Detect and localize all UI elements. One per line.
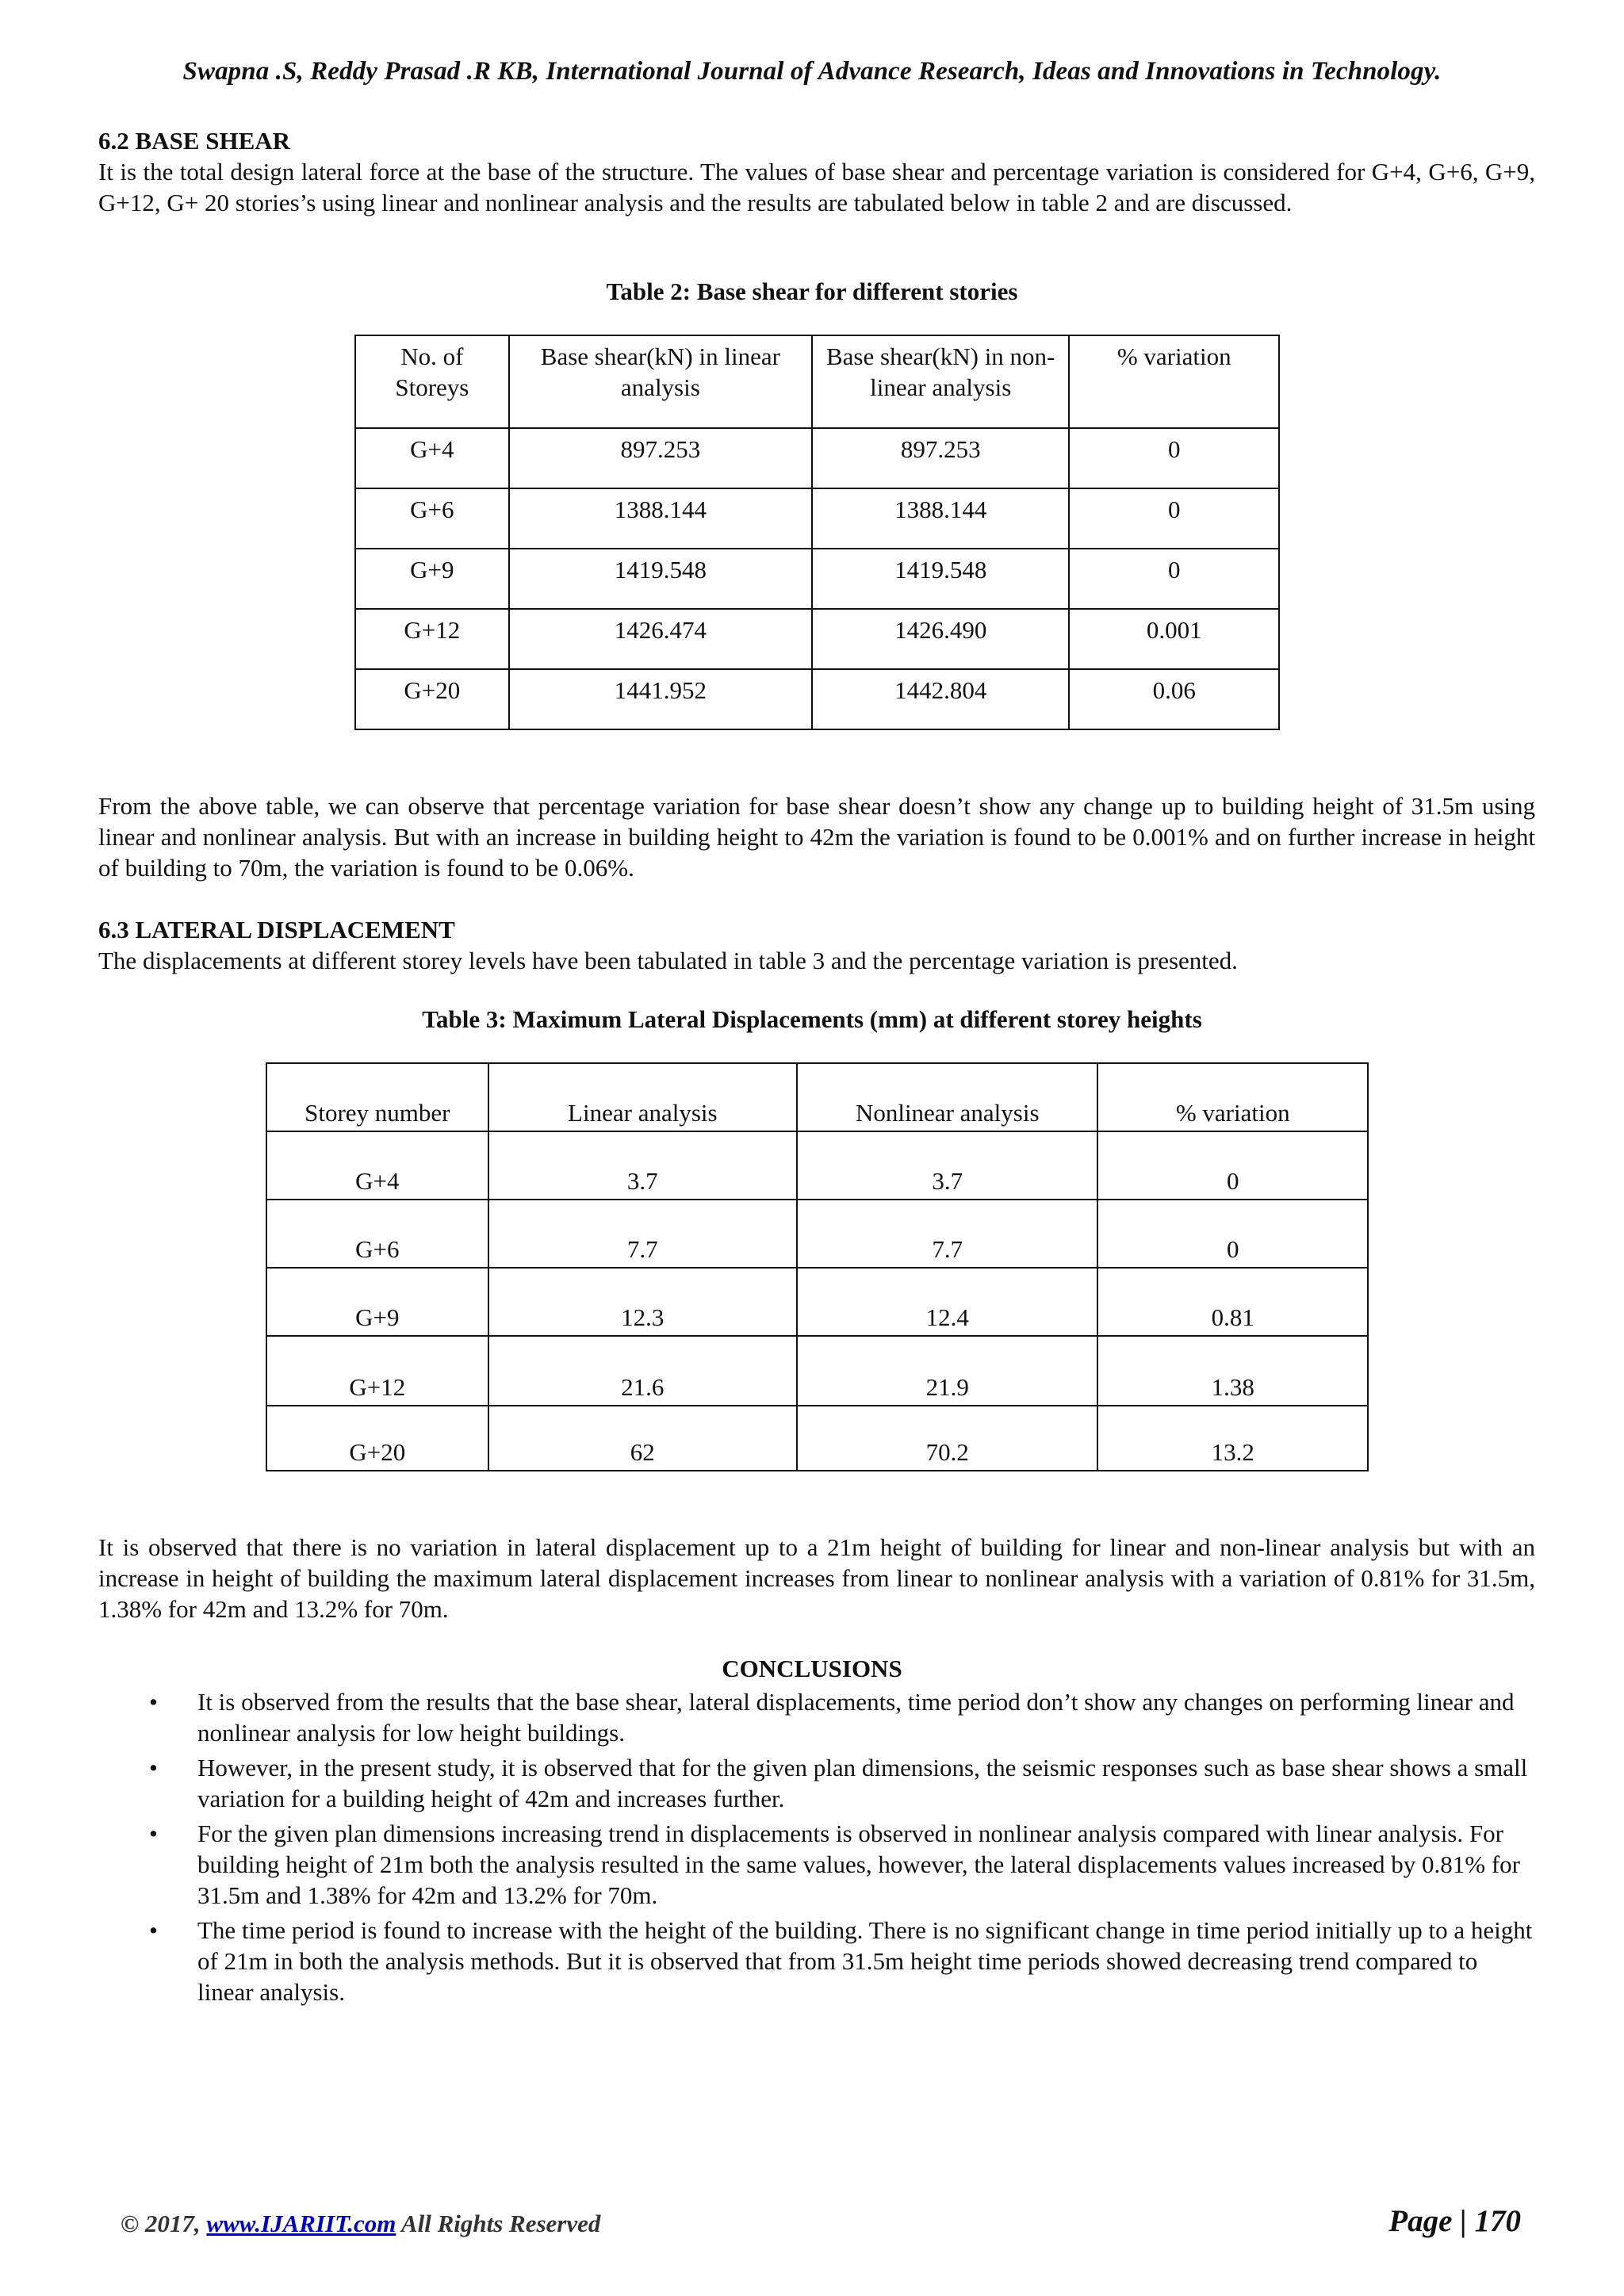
table-header-row xyxy=(266,1063,1368,1131)
conclusions-list xyxy=(98,1686,1535,2011)
running-header: Swapna .S, Reddy Prasad .R KB, International Journal of Advance Research, Ideas and Innovations in Technology. xyxy=(182,57,1442,86)
table-header-cell: Linear analysis xyxy=(488,1063,797,1131)
table-cell: G+20 xyxy=(266,1406,488,1471)
table-cell: 7.7 xyxy=(488,1200,797,1268)
table-row xyxy=(266,1268,1368,1336)
paragraph-lateral-displacement: The displacements at different storey levels have been tabulated in table 3 and the percentage variation is presented. xyxy=(98,947,1238,974)
bullet-icon: • xyxy=(149,1916,158,1944)
table-cell: 0.81 xyxy=(1097,1268,1368,1336)
table-cell: 1426.490 xyxy=(812,609,1069,669)
table-cell: 0 xyxy=(1097,1131,1368,1200)
table-row xyxy=(266,1336,1368,1406)
table-cell: 3.7 xyxy=(488,1131,797,1200)
table-cell: G+12 xyxy=(266,1336,488,1406)
footer-copyright xyxy=(121,2210,600,2238)
list-item xyxy=(98,1686,1535,1748)
journal-website-link[interactable]: www.IJARIIT.com xyxy=(206,2210,396,2237)
list-item-text: For the given plan dimensions increasing trend in displacements is observed in nonlinear analysis compared with linear analysis. For building height of 21m both the analysis resulted in the same values, however, the lateral displacements values increased by 0.81% for 31.5m and 1.38% for 42m and 13.2% for 70m. xyxy=(197,1820,1520,1909)
list-item-text: The time period is found to increase with the height of the building. There is no significant change in time period initially up to a height of 21m in both the analysis methods. But it is observed that from 31.5m height time periods showed decreasing trend compared to linear analysis. xyxy=(197,1916,1533,2006)
copyright-prefix: © 2017, xyxy=(121,2210,201,2237)
table-cell: 13.2 xyxy=(1097,1406,1368,1471)
table-cell: 1442.804 xyxy=(812,669,1069,729)
list-item-text: It is observed from the results that the base shear, lateral displacements, time period don’t show any changes on performing linear and nonlinear analysis for low height buildings. xyxy=(197,1688,1515,1747)
copyright-suffix: All Rights Reserved xyxy=(400,2210,601,2237)
table-cell: 1426.474 xyxy=(509,609,812,669)
table-header-cell: Nonlinear analysis xyxy=(797,1063,1097,1131)
table-cell: 0 xyxy=(1069,488,1279,549)
table-row xyxy=(355,549,1279,609)
list-item xyxy=(98,1818,1535,1911)
table-header-cell: No. of Storeys xyxy=(355,335,509,428)
list-item xyxy=(98,1752,1535,1814)
bullet-icon: • xyxy=(149,1688,158,1716)
table-cell: 1388.144 xyxy=(509,488,812,549)
table-cell: 3.7 xyxy=(797,1131,1097,1200)
paragraph-base-shear-discussion: From the above table, we can observe that percentage variation for base shear doesn’t show any change up to building height of 31.5m using linear and nonlinear analysis. But with an increase in building height to 42m the variation is found to be 0.001% and on further increase in height of building to 70m, the variation is found to be 0.06%. xyxy=(98,792,1535,882)
table-row xyxy=(355,488,1279,549)
table-header-cell: Base shear(kN) in linear analysis xyxy=(509,335,812,428)
table-cell: G+9 xyxy=(266,1268,488,1336)
section-heading-lateral-displacement: 6.3 LATERAL DISPLACEMENT xyxy=(98,916,455,943)
conclusions-title: CONCLUSIONS xyxy=(722,1655,902,1682)
table-cell: 0 xyxy=(1069,428,1279,488)
table-cell: G+6 xyxy=(266,1200,488,1268)
table-cell: G+4 xyxy=(266,1131,488,1200)
paragraph-lateral-discussion: It is observed that there is no variation in lateral displacement up to a 21m height of building for linear and non-linear analysis but with an increase in height of building the maximum lateral displacement increases from linear to nonlinear analysis with a variation of 0.81% for 31.5m, 1.38% for 42m and 13.2% for 70m. xyxy=(98,1533,1535,1623)
table-header-cell: Base shear(kN) in non-linear analysis xyxy=(812,335,1069,428)
table-cell: 12.4 xyxy=(797,1268,1097,1336)
table-row xyxy=(355,609,1279,669)
table-cell: 1.38 xyxy=(1097,1336,1368,1406)
table-cell: 0.001 xyxy=(1069,609,1279,669)
table-cell: 1419.548 xyxy=(812,549,1069,609)
table3-lateral-displacements xyxy=(266,1062,1369,1471)
table-cell: G+6 xyxy=(355,488,509,549)
table-row xyxy=(266,1131,1368,1200)
table-cell: 1441.952 xyxy=(509,669,812,729)
table-cell: 0 xyxy=(1069,549,1279,609)
table-cell: 1419.548 xyxy=(509,549,812,609)
bullet-icon: • xyxy=(149,1820,158,1847)
table-header-cell: Storey number xyxy=(266,1063,488,1131)
table-row xyxy=(266,1406,1368,1471)
table-header-row xyxy=(355,335,1279,428)
table-cell: 0.06 xyxy=(1069,669,1279,729)
list-item xyxy=(98,1915,1535,2007)
page-number: Page | 170 xyxy=(1388,2204,1521,2238)
table-header-cell: % variation xyxy=(1069,335,1279,428)
paragraph-base-shear: It is the total design lateral force at the base of the structure. The values of base shear and percentage variation is considered for G+4, G+6, G+9, G+12, G+ 20 stories’s using linear and nonlinear analysis and the results are tabulated below in table 2 and are discussed. xyxy=(98,158,1535,216)
table-header-cell: % variation xyxy=(1097,1063,1368,1131)
table-cell: 0 xyxy=(1097,1200,1368,1268)
bullet-icon: • xyxy=(149,1754,158,1781)
table-row xyxy=(355,428,1279,488)
section-base-shear xyxy=(98,125,1535,218)
table-cell: G+9 xyxy=(355,549,509,609)
table-cell: 7.7 xyxy=(797,1200,1097,1268)
table-cell: 21.9 xyxy=(797,1336,1097,1406)
table3-caption: Table 3: Maximum Lateral Displacements (mm) at different storey heights xyxy=(422,1005,1202,1033)
list-item-text: However, in the present study, it is observed that for the given plan dimensions, the seismic responses such as base shear shows a small variation for a building height of 42m and increases further. xyxy=(197,1754,1528,1812)
table-cell: 897.253 xyxy=(509,428,812,488)
table-cell: 70.2 xyxy=(797,1406,1097,1471)
section-lateral-displacement xyxy=(98,914,1535,976)
table-row xyxy=(266,1200,1368,1268)
table-cell: 21.6 xyxy=(488,1336,797,1406)
table2-caption: Table 2: Base shear for different stories xyxy=(606,277,1018,305)
table2-base-shear xyxy=(354,335,1280,730)
table-cell: G+20 xyxy=(355,669,509,729)
table-cell: 12.3 xyxy=(488,1268,797,1336)
table-cell: 1388.144 xyxy=(812,488,1069,549)
section-heading-base-shear: 6.2 BASE SHEAR xyxy=(98,127,291,155)
table-row xyxy=(355,669,1279,729)
table-cell: 62 xyxy=(488,1406,797,1471)
table-cell: 897.253 xyxy=(812,428,1069,488)
table-cell: G+4 xyxy=(355,428,509,488)
table-cell: G+12 xyxy=(355,609,509,669)
